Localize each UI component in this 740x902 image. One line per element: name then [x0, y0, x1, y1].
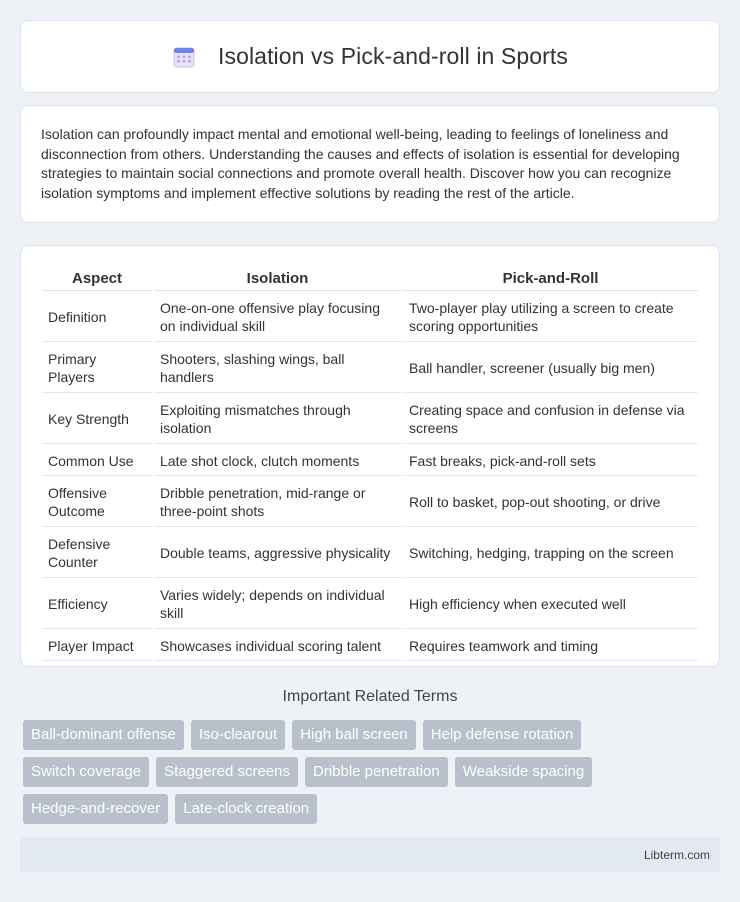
- pick-and-roll-cell: Creating space and confusion in defense via screens: [403, 395, 698, 444]
- aspect-cell: Player Impact: [42, 631, 152, 661]
- column-header-aspect: Aspect: [42, 267, 152, 291]
- title-wrap: [172, 43, 568, 70]
- comparison-card: [20, 245, 720, 667]
- isolation-cell: One-on-one offensive play focusing on individual skill: [154, 293, 401, 342]
- term-tag[interactable]: Iso-clearout: [191, 720, 285, 750]
- related-terms-list: [23, 720, 683, 824]
- aspect-cell: Key Strength: [42, 395, 152, 444]
- table-row: [42, 344, 698, 393]
- isolation-cell: Varies widely; depends on individual skill: [154, 580, 401, 629]
- intro-paragraph: Isolation can profoundly impact mental and emotional well-being, leading to feelings of loneliness and disconnection from others. Understanding the causes and effects of isolation is essential for developing strategies to maintain social connections and promote overall health. Discover how you can recognize isolation symptoms and implement effective solutions by reading the rest of the article.: [41, 126, 680, 201]
- term-tag[interactable]: Help defense rotation: [423, 720, 582, 750]
- term-tag[interactable]: Switch coverage: [23, 757, 149, 787]
- pick-and-roll-cell: Fast breaks, pick-and-roll sets: [403, 446, 698, 476]
- pick-and-roll-cell: High efficiency when executed well: [403, 580, 698, 629]
- aspect-cell: Efficiency: [42, 580, 152, 629]
- isolation-cell: Late shot clock, clutch moments: [154, 446, 401, 476]
- column-header-pick-and-roll: Pick-and-Roll: [403, 267, 698, 291]
- aspect-cell: Definition: [42, 293, 152, 342]
- footer-site-link[interactable]: Libterm.com: [643, 848, 710, 862]
- pick-and-roll-cell: Ball handler, screener (usually big men): [403, 344, 698, 393]
- term-tag[interactable]: Ball-dominant offense: [23, 720, 184, 750]
- table-row: [42, 478, 698, 527]
- term-tag[interactable]: Weakside spacing: [455, 757, 592, 787]
- pick-and-roll-cell: Switching, hedging, trapping on the screen: [403, 529, 698, 578]
- footer: [20, 838, 720, 872]
- isolation-cell: Showcases individual scoring talent: [154, 631, 401, 661]
- table-row: [42, 446, 698, 476]
- isolation-cell: Dribble penetration, mid-range or three-point shots: [154, 478, 401, 527]
- pick-and-roll-cell: Requires teamwork and timing: [403, 631, 698, 661]
- table-header-row: [42, 267, 698, 291]
- isolation-cell: Shooters, slashing wings, ball handlers: [154, 344, 401, 393]
- comparison-table: [40, 265, 700, 663]
- term-tag[interactable]: High ball screen: [292, 720, 416, 750]
- aspect-cell: Primary Players: [42, 344, 152, 393]
- table-row: [42, 395, 698, 444]
- pick-and-roll-cell: Roll to basket, pop-out shooting, or drive: [403, 478, 698, 527]
- isolation-cell: Double teams, aggressive physicality: [154, 529, 401, 578]
- table-row: [42, 580, 698, 629]
- related-terms-heading: Important Related Terms: [282, 688, 458, 705]
- term-tag[interactable]: Hedge-and-recover: [23, 794, 168, 824]
- table-row: [42, 631, 698, 661]
- table-row: [42, 293, 698, 342]
- isolation-cell: Exploiting mismatches through isolation: [154, 395, 401, 444]
- term-tag[interactable]: Dribble penetration: [305, 757, 448, 787]
- header-card: [20, 20, 720, 93]
- calendar-icon: [172, 45, 196, 69]
- term-tag[interactable]: Late-clock creation: [175, 794, 317, 824]
- column-header-isolation: Isolation: [154, 267, 401, 291]
- intro-card: [20, 105, 720, 223]
- term-tag[interactable]: Staggered screens: [156, 757, 298, 787]
- aspect-cell: Common Use: [42, 446, 152, 476]
- pick-and-roll-cell: Two-player play utilizing a screen to create scoring opportunities: [403, 293, 698, 342]
- aspect-cell: Offensive Outcome: [42, 478, 152, 527]
- page-title: Isolation vs Pick-and-roll in Sports: [217, 43, 568, 69]
- table-row: [42, 529, 698, 578]
- aspect-cell: Defensive Counter: [42, 529, 152, 578]
